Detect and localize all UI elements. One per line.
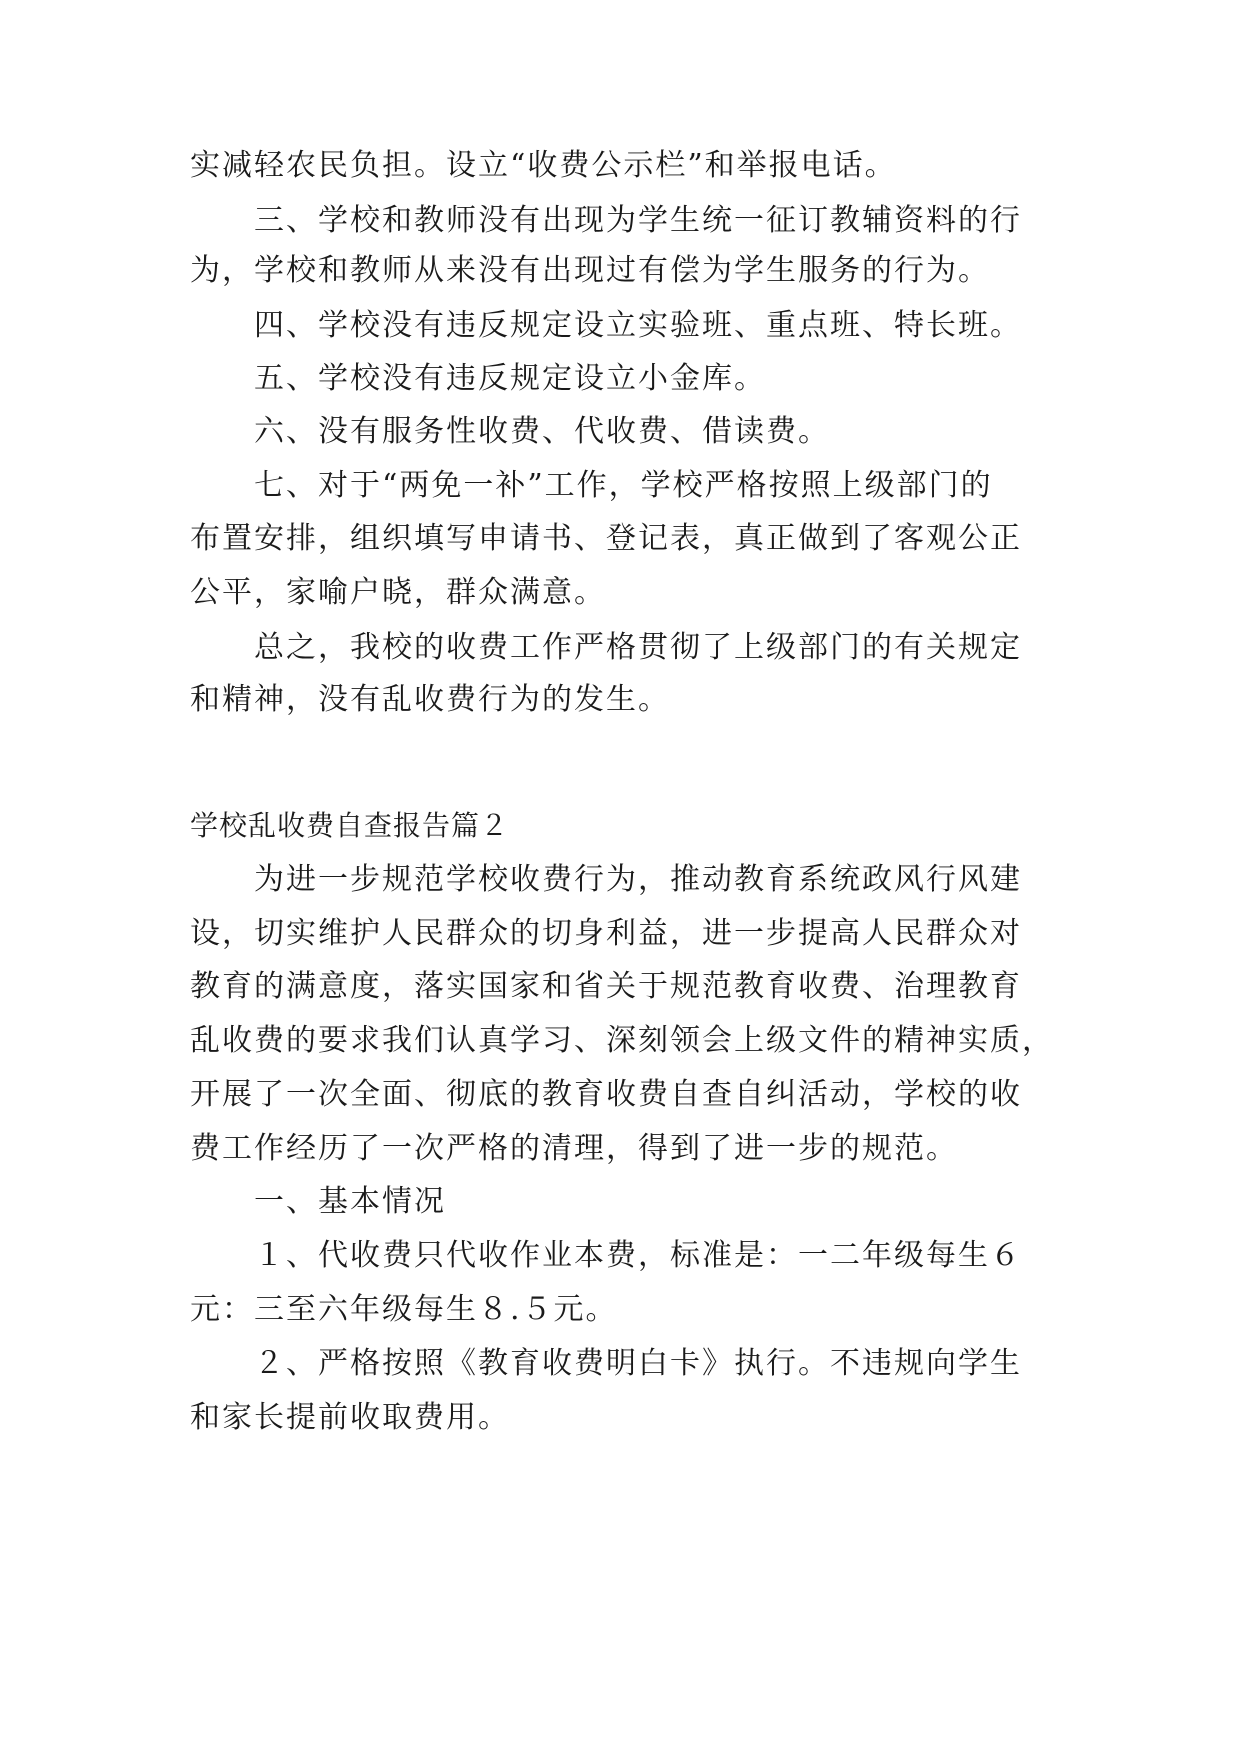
text-line: 六、没有服务性收费、代收费、借读费。: [190, 414, 830, 449]
text-line: 费工作经历了一次严格的清理，得到了进一步的规范。: [190, 1131, 958, 1166]
text-line: 开展了一次全面、彻底的教育收费自查自纠活动，学校的收: [190, 1077, 1022, 1112]
text-line: 公平，家喻户晓，群众满意。: [190, 575, 606, 610]
text-line: 四、学校没有违反规定设立实验班、重点班、特长班。: [190, 308, 1022, 343]
text-line: １、代收费只代收作业本费，标准是：一二年级每生６: [190, 1238, 1022, 1273]
text-line: 一、基本情况: [190, 1184, 446, 1219]
text-line: 教育的满意度，落实国家和省关于规范教育收费、治理教育: [190, 969, 1022, 1004]
text-line: 和家长提前收取费用。: [190, 1400, 510, 1435]
text-line: 为，学校和教师从来没有出现过有偿为学生服务的行为。: [190, 253, 990, 288]
text-line: ２、严格按照《教育收费明白卡》执行。不违规向学生: [190, 1346, 1022, 1381]
section-heading: 学校乱收费自查报告篇２: [190, 809, 510, 842]
text-line: 总之，我校的收费工作严格贯彻了上级部门的有关规定: [190, 630, 1022, 665]
text-line: 设，切实维护人民群众的切身利益，进一步提高人民群众对: [190, 916, 1022, 951]
text-line: 五、学校没有违反规定设立小金库。: [190, 361, 766, 396]
text-line: 和精神，没有乱收费行为的发生。: [190, 682, 670, 717]
text-line: 七、对于“两免一补”工作，学校严格按照上级部门的: [190, 468, 993, 503]
text-line: 实减轻农民负担。设立“收费公示栏”和举报电话。: [190, 148, 897, 183]
text-line: 布置安排，组织填写申请书、登记表，真正做到了客观公正: [190, 521, 1022, 556]
text-line: 三、学校和教师没有出现为学生统一征订教辅资料的行: [190, 203, 1022, 238]
text-line: 为进一步规范学校收费行为，推动教育系统政风行风建: [190, 862, 1022, 897]
text-line: 乱收费的要求我们认真学习、深刻领会上级文件的精神实质，: [190, 1023, 1054, 1058]
text-line: 元：三至六年级每生８.５元。: [190, 1292, 618, 1327]
